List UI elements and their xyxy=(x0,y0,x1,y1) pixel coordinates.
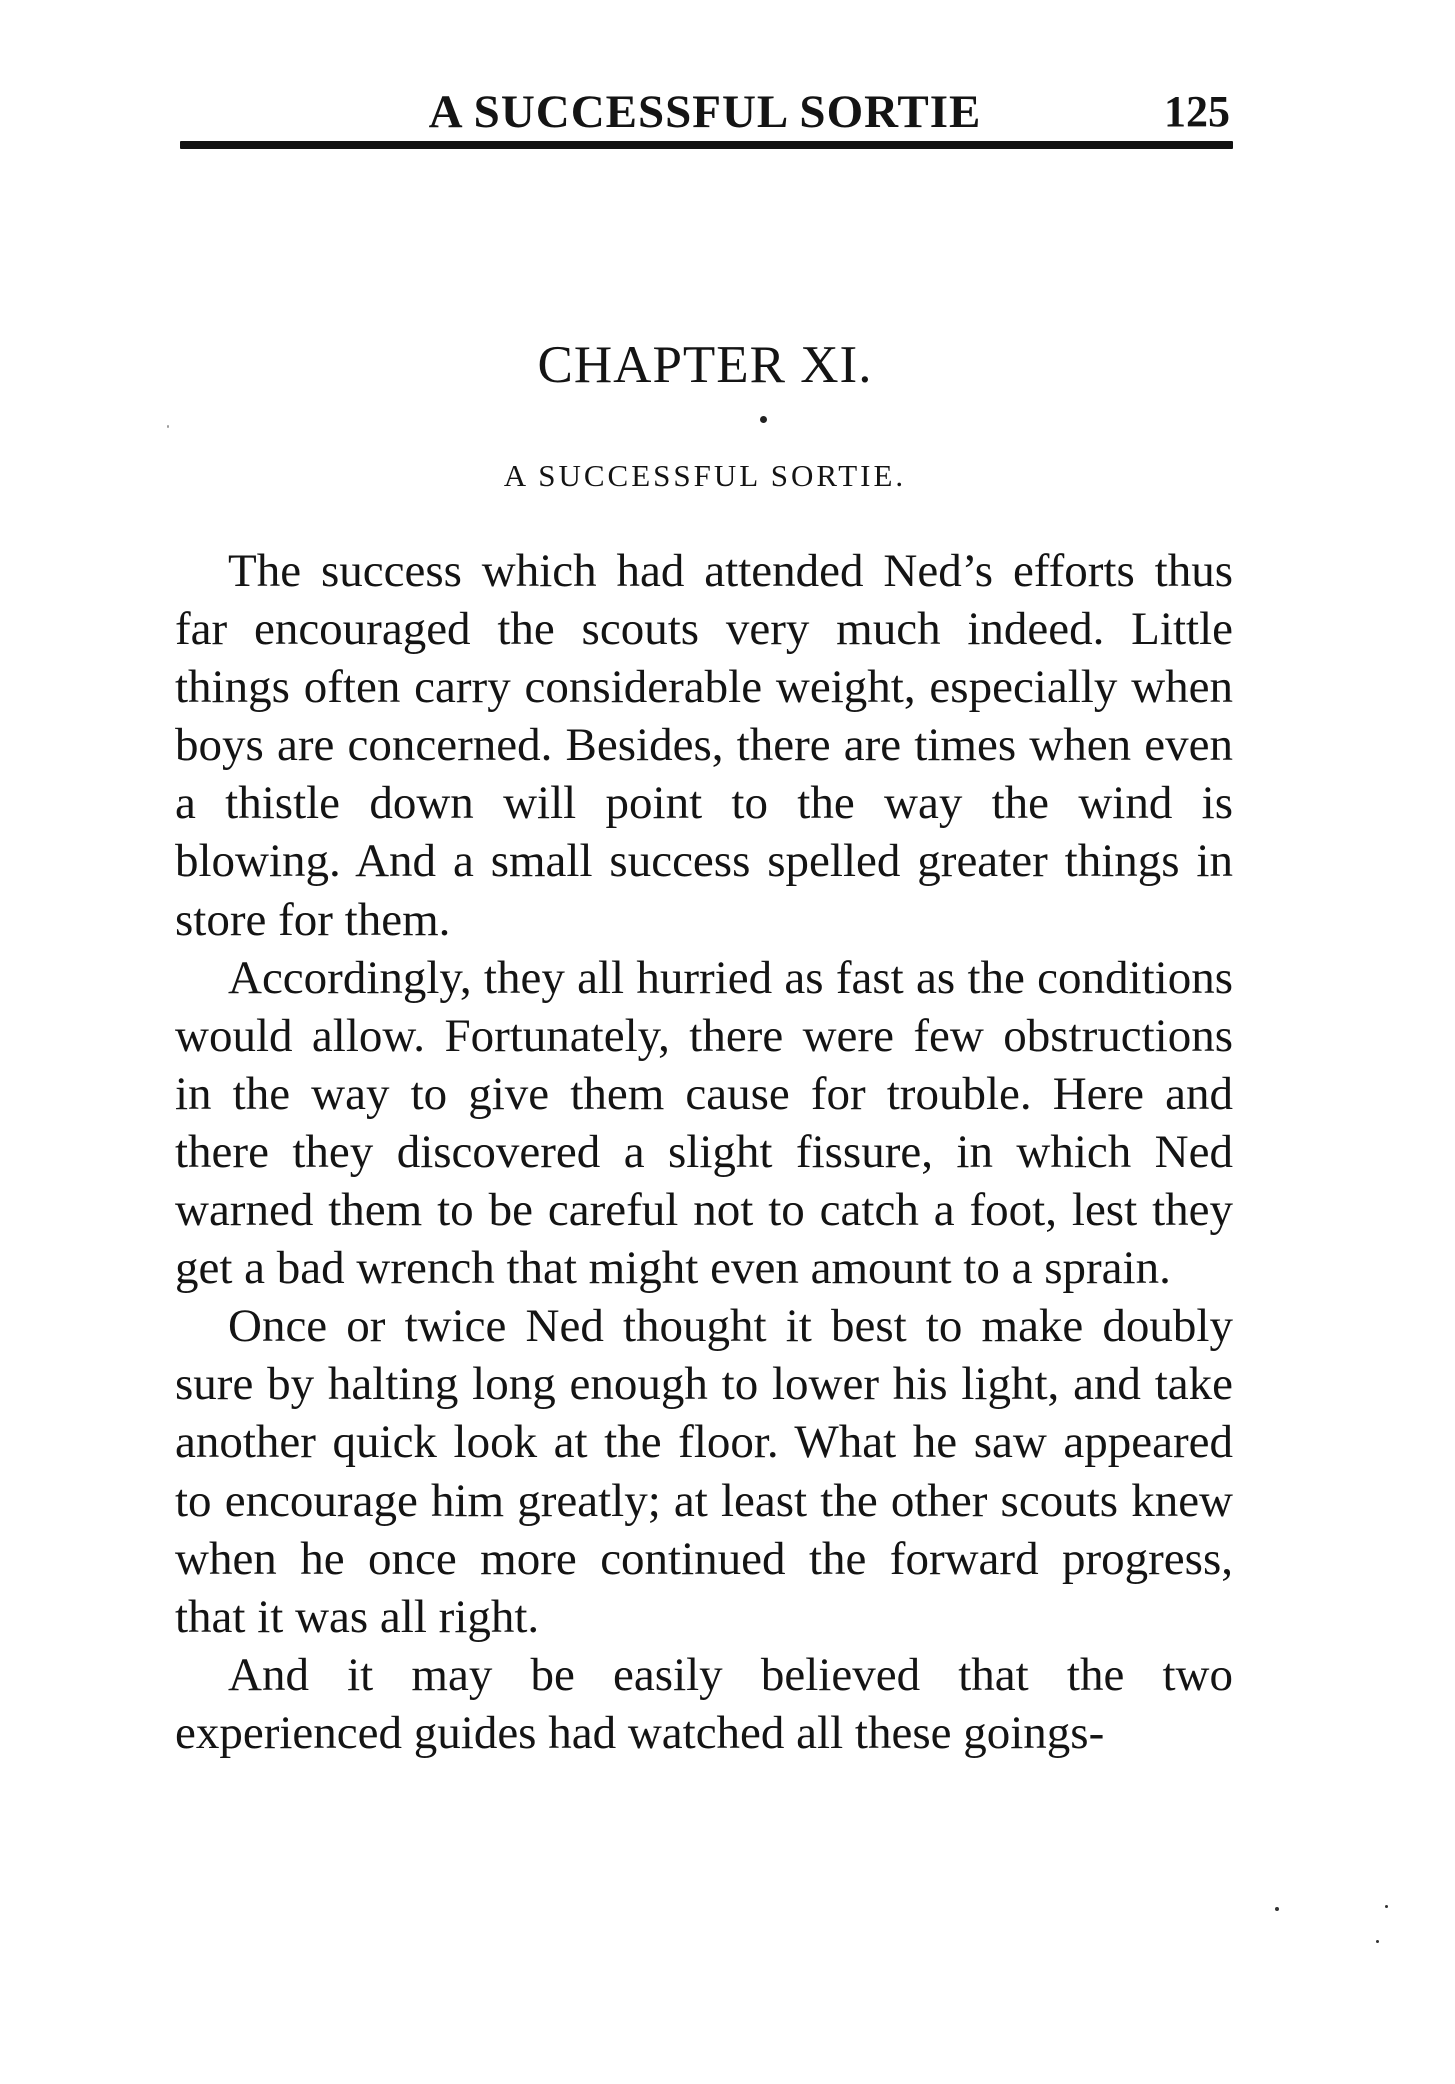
paper-speck xyxy=(1385,1905,1388,1908)
paragraph: Once or twice Ned thought it best to make doubly sure by halting long enough to lower his light, and take another quick look at the floor. What he saw appeared to encourage him greatly; at least the other scouts knew when he once more continued the forward progress, that it was all right. xyxy=(175,1300,1233,1643)
paragraph: The success which had attended Ned’s efforts thus far encouraged the scouts very much indeed. Little things often carry considerable weight, especially when boys are concerned. Besides, there are times when even a thistle down will point to the way the wind is blowing. And a small success spelled greater things in store for them. xyxy=(175,545,1233,946)
paper-speck xyxy=(1376,1940,1379,1943)
ornament-dot xyxy=(760,416,767,423)
paper-speck xyxy=(167,425,169,428)
paragraph: And it may be easily believed that the two experienced guides had watched all these goings- xyxy=(175,1648,1233,1759)
body-text xyxy=(175,542,1233,1762)
running-title: A SUCCESSFUL SORTIE xyxy=(428,86,982,138)
paper-speck xyxy=(1275,1907,1279,1911)
page-number: 125 xyxy=(1164,87,1230,136)
header-rule xyxy=(180,141,1233,149)
paragraph: Accordingly, they all hurried as fast as the conditions would allow. Fortunately, there were few obstructions in the way to give them cause for trouble. Here and there they discovered a slight fissure, in which Ned warned them to be careful not to catch a foot, lest they get a bad wrench that might even amount to a sprain. xyxy=(175,951,1233,1295)
chapter-subtitle: A SUCCESSFUL SORTIE. xyxy=(503,458,907,493)
chapter-title: CHAPTER XI. xyxy=(537,336,873,394)
